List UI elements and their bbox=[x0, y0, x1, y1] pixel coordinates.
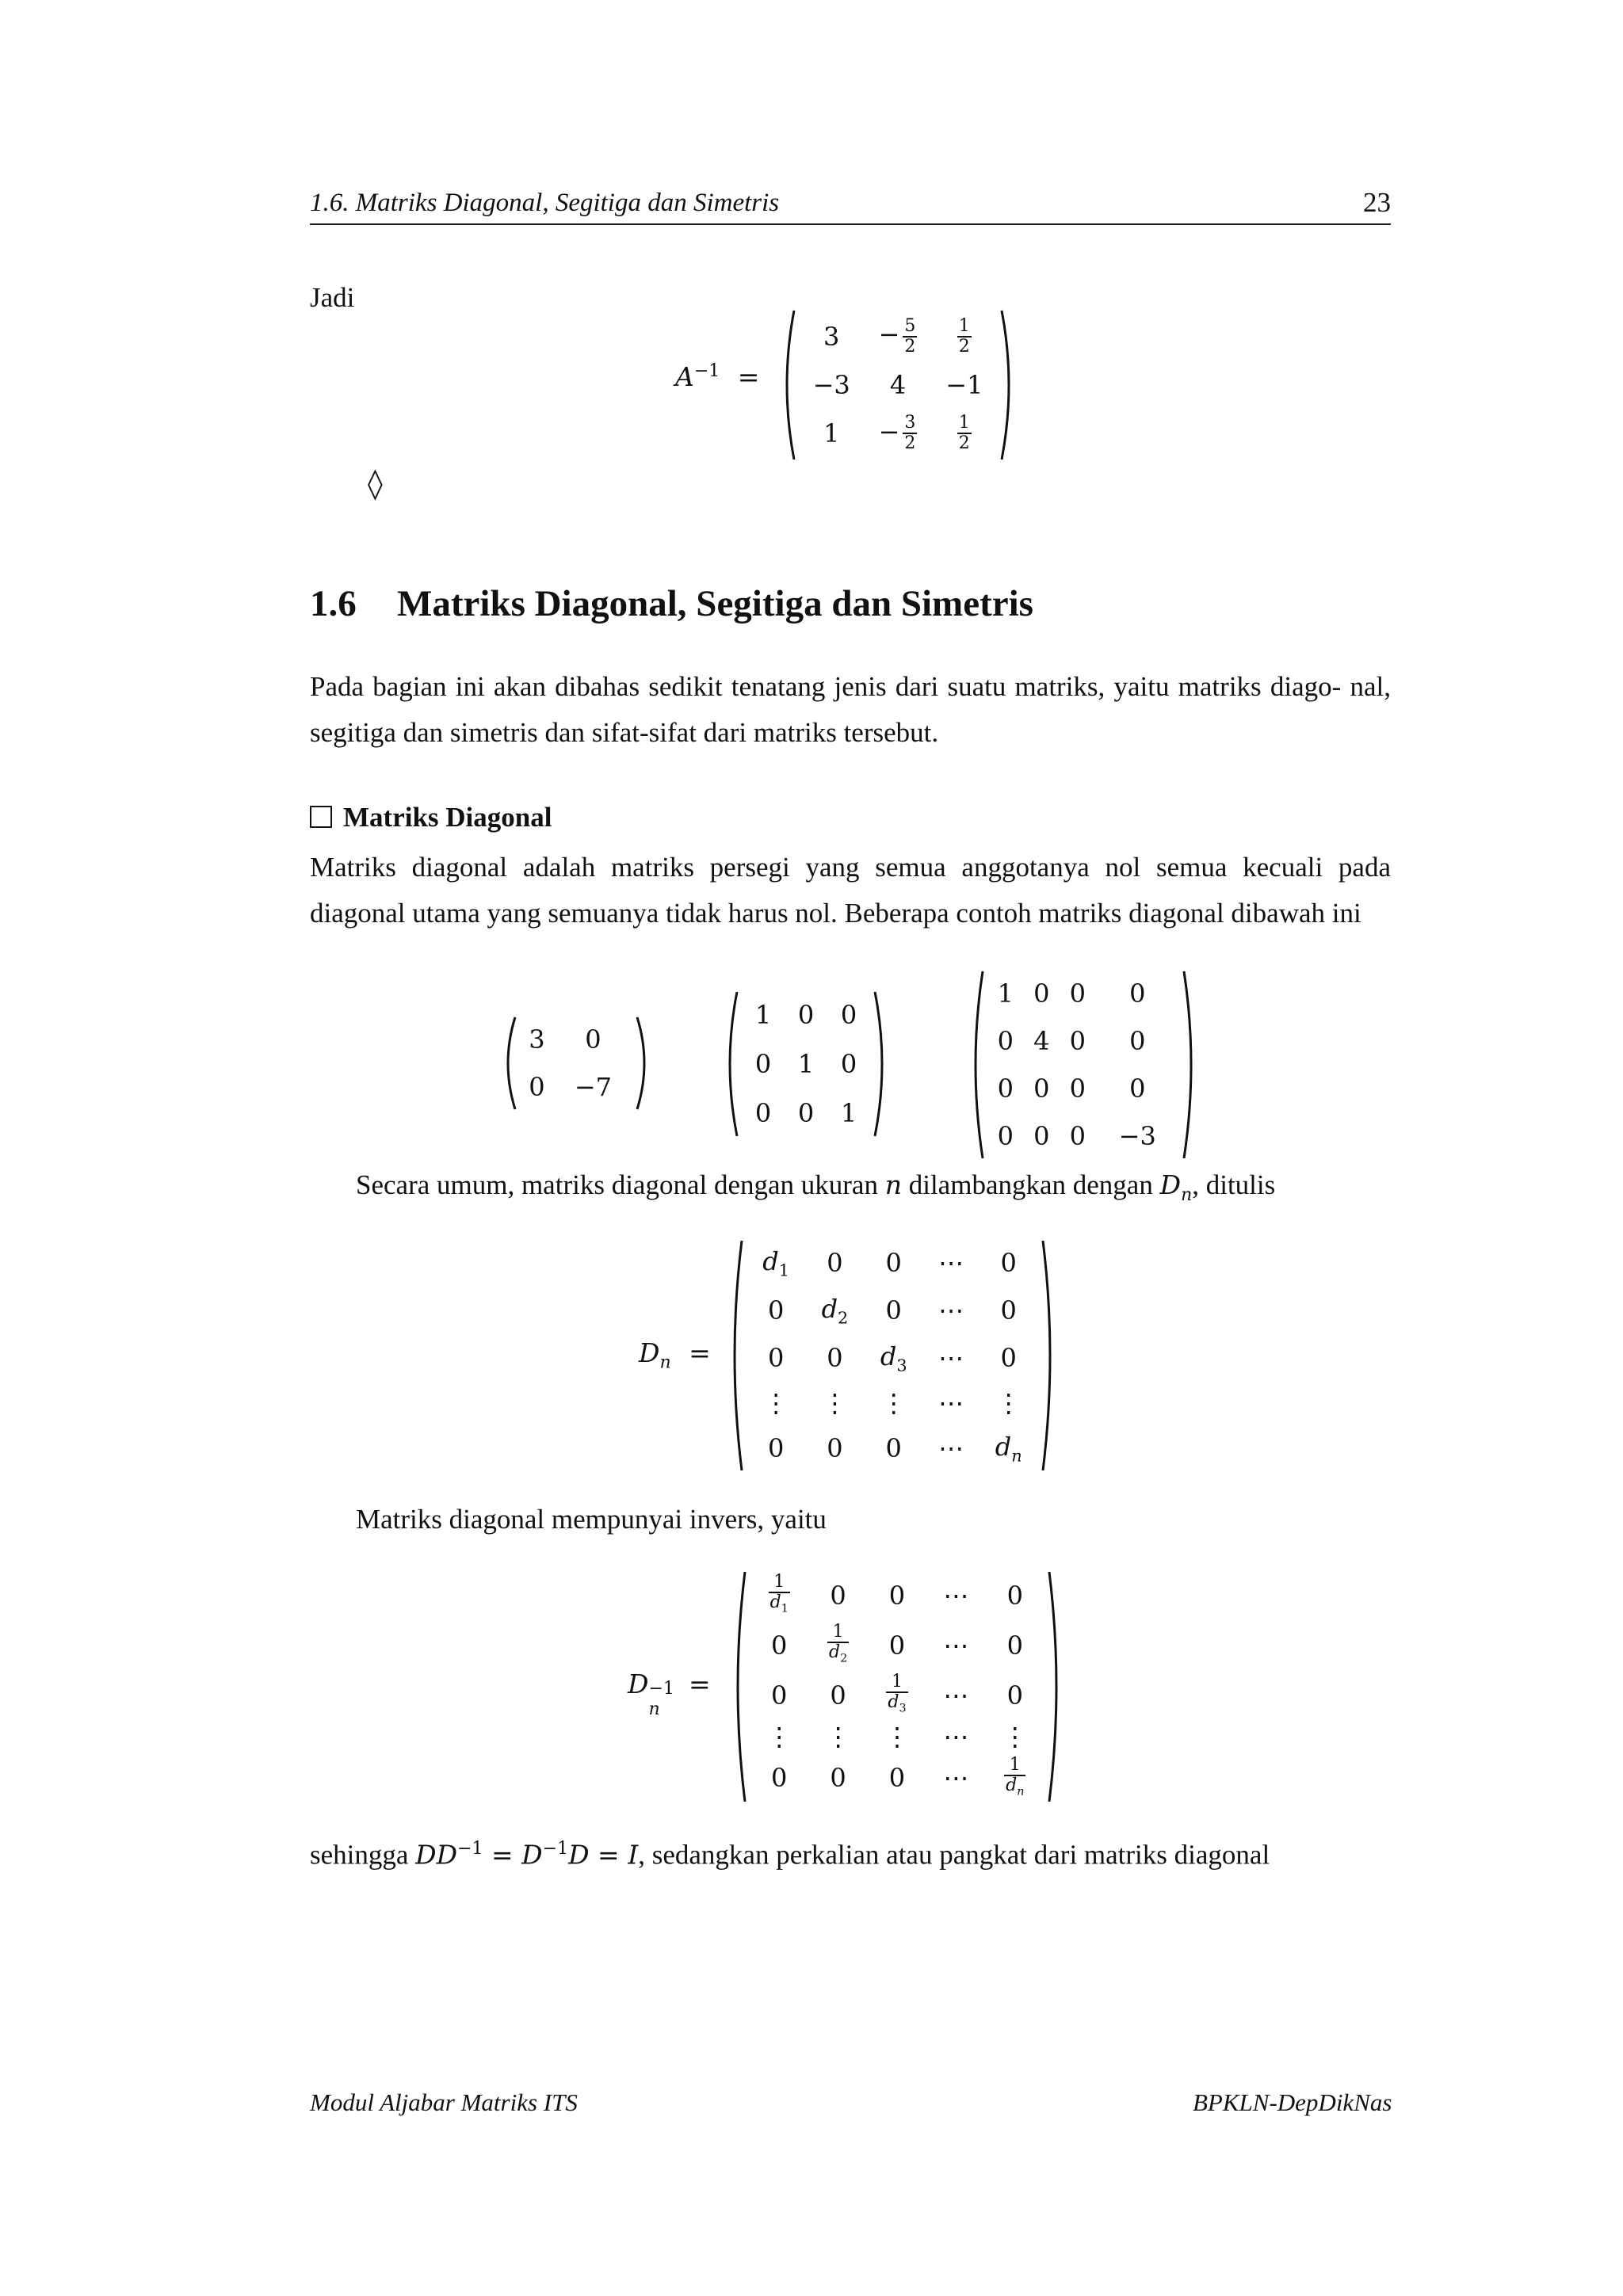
right-paren bbox=[875, 992, 882, 1136]
general-form-text: Secara umum, matriks diagonal dengan ukuran n dilambangkan dengan $D_n$, ditulis bbox=[356, 1169, 1276, 1205]
example-matrix-2x2 bbox=[501, 1016, 651, 1111]
right-paren bbox=[637, 1017, 644, 1109]
matrix-row bbox=[987, 970, 1179, 1017]
matrix-cell: 0 bbox=[1069, 1026, 1086, 1056]
matrix-cell: −7 bbox=[574, 1072, 612, 1102]
matrix-row bbox=[750, 1720, 1044, 1753]
a-inverse-lhs: $A^{-1}$ = bbox=[675, 361, 760, 392]
matrix-cell: 1 bbox=[797, 1049, 815, 1079]
matrix-cell: 0 bbox=[797, 1098, 815, 1128]
footer-left: Modul Aljabar Matriks ITS bbox=[310, 2088, 578, 2116]
matrix-cell: ⋯ bbox=[938, 1295, 964, 1326]
matrix-row bbox=[799, 406, 997, 461]
matrix-cell: 0 bbox=[1006, 1680, 1023, 1711]
matrix-cell: −3 bbox=[1118, 1121, 1156, 1151]
matrix-cell: ⋮ bbox=[995, 1388, 1022, 1418]
matrix-cell: 0 bbox=[997, 1121, 1014, 1151]
matrix-cell: 0 bbox=[840, 1049, 857, 1079]
checkbox-square-icon bbox=[310, 806, 332, 828]
matrix-row bbox=[747, 1382, 1038, 1425]
matrix-cell: ⋮ bbox=[766, 1722, 792, 1753]
matrix-cell: 0 bbox=[997, 1074, 1014, 1104]
page-number: 23 bbox=[1363, 187, 1391, 218]
matrix-cell: 0 bbox=[529, 1072, 545, 1102]
matrix-row bbox=[742, 1039, 870, 1089]
matrix-cell: − $\frac{3}{2}$ bbox=[878, 413, 916, 454]
matrix-cell: 0 bbox=[1129, 978, 1146, 1009]
matrix-cell: 0 bbox=[797, 1000, 815, 1030]
matrix-cell: 0 bbox=[585, 1024, 601, 1055]
matrix-row bbox=[747, 1334, 1038, 1382]
matrix-cell: 0 bbox=[827, 1343, 843, 1374]
matrix-cell: 0 bbox=[1000, 1248, 1017, 1279]
matrix-cell: 0 bbox=[885, 1248, 902, 1279]
matrix-cell: 0 bbox=[830, 1580, 846, 1611]
matrix-cell: 4 bbox=[1033, 1026, 1050, 1056]
dn-inverse-matrix bbox=[731, 1570, 1064, 1803]
matrix-cell: 0 bbox=[1129, 1026, 1146, 1056]
matrix-cell: ⋮ bbox=[1002, 1722, 1028, 1753]
matrix-cell: $\frac{1}{d_n}$ bbox=[1006, 1754, 1025, 1798]
matrix-cell: $\frac{1}{2}$ bbox=[958, 413, 970, 454]
matrix-row bbox=[747, 1287, 1038, 1334]
matrix-row bbox=[742, 990, 870, 1039]
matrix-row bbox=[799, 364, 997, 406]
jadi-text: Jadi bbox=[310, 282, 355, 313]
end-diamond-icon: ◊ bbox=[368, 466, 383, 501]
matrix-cell: ⋯ bbox=[943, 1680, 969, 1711]
matrix-row bbox=[747, 1425, 1038, 1472]
matrix-cell: 0 bbox=[885, 1432, 902, 1463]
matrix-cell: ⋮ bbox=[763, 1388, 789, 1418]
matrix-cell: ⋮ bbox=[880, 1388, 907, 1418]
subsection-label: Matriks Diagonal bbox=[310, 802, 552, 833]
matrix-cell: $d_n$ bbox=[995, 1431, 1022, 1466]
matrix-cell: 0 bbox=[754, 1049, 772, 1079]
matrix-row bbox=[987, 1017, 1179, 1065]
matrix-cell: ⋮ bbox=[825, 1722, 851, 1753]
matrix-cell: 0 bbox=[1006, 1630, 1023, 1661]
matrix-cell: 0 bbox=[767, 1432, 785, 1463]
matrix-cell: 0 bbox=[888, 1580, 906, 1611]
matrix-cell: ⋯ bbox=[943, 1763, 969, 1794]
right-paren bbox=[1043, 1241, 1050, 1470]
matrix-cell: ⋮ bbox=[884, 1722, 910, 1753]
matrix-row bbox=[987, 1112, 1179, 1160]
matrix-cell: 0 bbox=[827, 1432, 843, 1463]
matrix-cell: 0 bbox=[888, 1763, 906, 1794]
matrix-cell: 0 bbox=[840, 1000, 857, 1030]
matrix-cell: 0 bbox=[771, 1680, 788, 1711]
a-inverse-matrix bbox=[780, 309, 1016, 461]
matrix-cell: 0 bbox=[1069, 978, 1086, 1009]
left-paren bbox=[976, 971, 983, 1158]
matrix-cell: $d_3$ bbox=[880, 1341, 907, 1375]
matrix-cell: $\frac{1}{d_1}$ bbox=[769, 1571, 789, 1615]
matrix-cell: 0 bbox=[1069, 1074, 1086, 1104]
dn-inverse-lhs: D −1 n = bbox=[628, 1669, 711, 1719]
right-paren bbox=[1002, 311, 1009, 460]
matrix-cell: ⋯ bbox=[938, 1432, 964, 1463]
matrix-row bbox=[799, 309, 997, 364]
left-paren bbox=[738, 1572, 745, 1802]
matrix-cell: ⋯ bbox=[943, 1580, 969, 1611]
matrix-cell: 4 bbox=[889, 369, 907, 400]
matrix-cell: −1 bbox=[945, 369, 983, 400]
matrix-cell: ⋯ bbox=[943, 1722, 969, 1753]
footer-right: BPKLN-DepDikNas bbox=[1193, 2088, 1392, 2116]
matrix-row bbox=[747, 1239, 1038, 1287]
section-intro-paragraph: Pada bagian ini akan dibahas sedikit tenatang jenis dari suatu matriks, yaitu matriks diago- nal, segitiga dan simetris dan sifat-sifat dari matriks tersebut. bbox=[310, 671, 1391, 748]
matrix-cell: 1 bbox=[754, 1000, 772, 1030]
matrix-row bbox=[742, 1089, 870, 1138]
left-paren bbox=[787, 311, 794, 460]
matrix-row bbox=[750, 1753, 1044, 1803]
header-rule bbox=[310, 223, 1391, 225]
matrix-cell: 0 bbox=[1069, 1121, 1086, 1151]
matrix-cell: 0 bbox=[771, 1763, 788, 1794]
matrix-cell: 0 bbox=[1006, 1580, 1023, 1611]
matrix-row bbox=[520, 1016, 632, 1063]
right-paren bbox=[1049, 1572, 1056, 1802]
matrix-cell: 0 bbox=[1000, 1343, 1017, 1374]
matrix-cell: 0 bbox=[1000, 1295, 1017, 1326]
matrix-cell: 3 bbox=[823, 321, 840, 352]
example-matrix-3x3 bbox=[723, 990, 889, 1138]
matrix-row bbox=[520, 1063, 632, 1111]
matrix-row bbox=[750, 1670, 1044, 1720]
section-heading: 1.6 Matriks Diagonal, Segitiga dan Simetris bbox=[310, 583, 1033, 624]
matrix-cell: 0 bbox=[827, 1248, 843, 1279]
matrix-cell: 0 bbox=[830, 1680, 846, 1711]
matrix-row bbox=[750, 1570, 1044, 1620]
matrix-cell: 0 bbox=[767, 1343, 785, 1374]
right-paren bbox=[1184, 971, 1191, 1158]
matrix-cell: 0 bbox=[997, 1026, 1014, 1056]
matrix-cell: 0 bbox=[771, 1630, 788, 1661]
inverse-text: Matriks diagonal mempunyai invers, yaitu bbox=[356, 1504, 827, 1535]
matrix-cell: 1 bbox=[997, 978, 1014, 1009]
dn-matrix bbox=[727, 1239, 1057, 1472]
matrix-cell: 0 bbox=[1033, 1121, 1050, 1151]
left-paren bbox=[508, 1017, 515, 1109]
matrix-cell: ⋯ bbox=[943, 1630, 969, 1661]
matrix-row bbox=[750, 1620, 1044, 1670]
matrix-cell: ⋮ bbox=[822, 1388, 848, 1418]
matrix-cell: − $\frac{5}{2}$ bbox=[878, 315, 916, 357]
matrix-row bbox=[987, 1065, 1179, 1112]
matrix-cell: $\frac{1}{d_2}$ bbox=[828, 1621, 848, 1665]
dn-lhs: $D_n$ = bbox=[639, 1337, 711, 1373]
matrix-cell: 0 bbox=[1129, 1074, 1146, 1104]
matrix-cell: 0 bbox=[1033, 1074, 1050, 1104]
matrix-cell: 3 bbox=[529, 1024, 545, 1055]
running-header-title: 1.6. Matriks Diagonal, Segitiga dan Simetris bbox=[310, 189, 780, 217]
matrix-cell: 0 bbox=[754, 1098, 772, 1128]
matrix-cell: −3 bbox=[812, 369, 850, 400]
matrix-cell: ⋯ bbox=[938, 1343, 964, 1374]
matrix-cell: $d_2$ bbox=[821, 1293, 849, 1328]
matrix-cell: ⋯ bbox=[938, 1248, 964, 1279]
matrix-cell: $\frac{1}{2}$ bbox=[958, 315, 970, 357]
matrix-cell: 0 bbox=[888, 1630, 906, 1661]
matrix-cell: 0 bbox=[885, 1295, 902, 1326]
matrix-cell: ⋯ bbox=[938, 1388, 964, 1418]
diagonal-definition-paragraph: Matriks diagonal adalah matriks persegi yang semua anggotanya nol semua kecuali pada diagonal utama yang semuanya tidak harus nol. Beberapa contoh matriks diagonal dibawah ini bbox=[310, 852, 1391, 929]
example-matrix-4x4 bbox=[968, 970, 1198, 1160]
matrix-cell: 1 bbox=[823, 418, 840, 449]
matrix-cell: 0 bbox=[1033, 978, 1050, 1009]
matrix-cell: $d_1$ bbox=[762, 1245, 789, 1280]
matrix-cell: 0 bbox=[767, 1295, 785, 1326]
matrix-cell: 1 bbox=[840, 1098, 857, 1128]
left-paren bbox=[735, 1241, 742, 1470]
matrix-cell: 0 bbox=[830, 1763, 846, 1794]
matrix-cell: $\frac{1}{d_3}$ bbox=[888, 1671, 907, 1715]
left-paren bbox=[730, 992, 737, 1136]
closing-sentence: sehingga $DD^{-1} = D^{-1}D = I$, sedangkan perkalian atau pangkat dari matriks diagonal bbox=[310, 1839, 1270, 1871]
